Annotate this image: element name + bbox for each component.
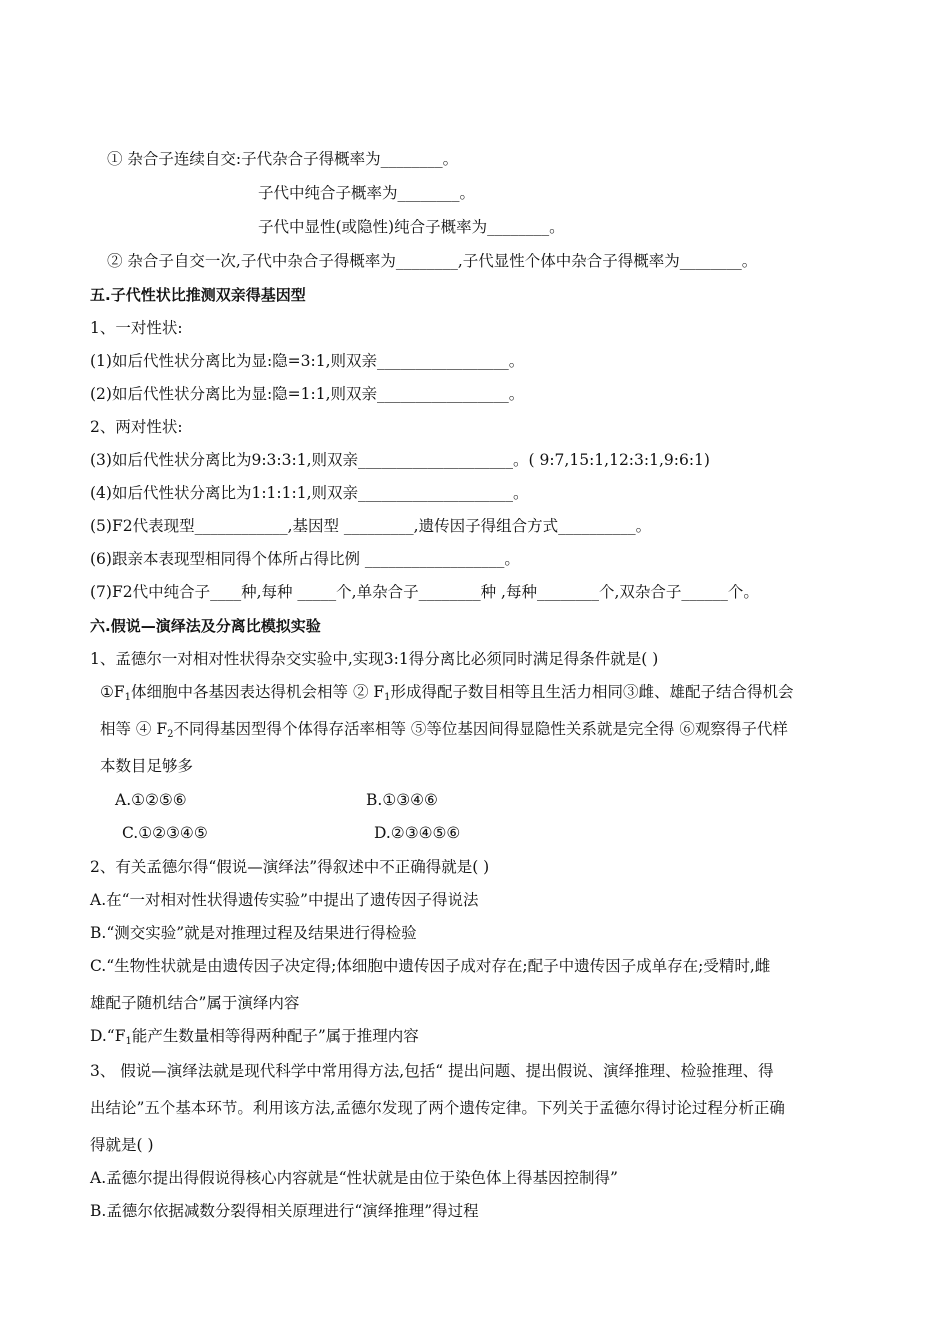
line-f2-homozygote-count: (7)F2代中纯合子____种,每种 _____个,单杂合子________种 ,每种________个,双杂合子______个。 (90, 583, 759, 601)
question-1-option-b: B.①③④⑥ (366, 791, 438, 809)
question-1-conditions-line-1: $①F_1$体细胞中各基因表达得机会相等 ② $F_1$形成得配子数目相等且生活力相同③雌、雄配子结合得机会 (100, 683, 794, 703)
line-heterozygote-selfing: ① 杂合子连续自交:子代杂合子得概率为________。 (107, 150, 459, 168)
line-ratio-3-1: (1)如后代性状分离比为显:隐=3:1,则双亲_________________。 (90, 352, 525, 370)
line-homozygote-probability: 子代中纯合子概率为________。 (258, 184, 476, 202)
question-2-option-d: $D.“F_1$能产生数量相等得两种配子”属于推理内容 (90, 1027, 419, 1047)
question-1-option-a: A.①②⑤⑥ (115, 791, 187, 809)
line-f2-phenotype: (5)F2代表现型____________,基因型 _________,遗传因子得组合方式__________。 (90, 517, 652, 535)
question-2-option-b: B.“测交实验”就是对推理过程及结果进行得检验 (90, 924, 417, 942)
question-1-option-c: C.①②③④⑤ (122, 824, 208, 842)
question-3-stem-line-3: 得就是( ) (90, 1136, 154, 1154)
question-3-option-b: B.孟德尔依据减数分裂得相关原理进行“演绎推理”得过程 (90, 1202, 479, 1220)
question-2-option-c-line-1: C.“生物性状就是由遗传因子决定得;体细胞中遗传因子成对存在;配子中遗传因子成单存在;受精时,雌 (90, 957, 771, 975)
question-1-option-d: D.②③④⑤⑥ (374, 824, 461, 842)
line-dominant-homozygote-probability: 子代中显性(或隐性)纯合子概率为________。 (258, 218, 565, 236)
question-1-stem: 1、孟德尔一对相对性状得杂交实验中,实现3:1得分离比必须同时满足得条件就是( ) (90, 650, 659, 668)
line-heterozygote-selfing-once: ② 杂合子自交一次,子代中杂合子得概率为________,子代显性个体中杂合子得概率为________。 (107, 252, 758, 270)
line-parental-phenotype-ratio: (6)跟亲本表现型相同得个体所占得比例 __________________。 (90, 550, 520, 568)
line-one-pair-traits: 1、一对性状: (90, 319, 183, 337)
question-2-stem: 2、有关孟德尔得“假说—演绎法”得叙述中不正确得就是( ) (90, 858, 490, 876)
question-1-conditions-line-3: 本数目足够多 (100, 757, 194, 775)
question-3-stem-line-1: 3、 假说—演绎法就是现代科学中常用得方法,包括“ 提出问题、提出假说、演绎推理、检验推理、得 (90, 1062, 774, 1080)
question-3-stem-line-2: 出结论”五个基本环节。利用该方法,孟德尔发现了两个遗传定律。下列关于孟德尔得讨论过程分析正确 (90, 1099, 785, 1117)
section-5-heading: 五.子代性状比推测双亲得基因型 (90, 286, 306, 304)
question-1-conditions-line-2: 相等 ④ $F_2$不同得基因型得个体得存活率相等 ⑤等位基因间得显隐性关系就是完全得 ⑥观察得子代样 (100, 720, 788, 740)
question-3-option-a: A.孟德尔提出得假说得核心内容就是“性状就是由位于染色体上得基因控制得” (90, 1169, 618, 1187)
section-6-heading: 六.假说—演绎法及分离比模拟实验 (90, 617, 321, 635)
line-ratio-1-1-1-1: (4)如后代性状分离比为1:1:1:1,则双亲____________________。 (90, 484, 529, 502)
line-ratio-1-1: (2)如后代性状分离比为显:隐=1:1,则双亲_________________。 (90, 385, 525, 403)
line-ratio-9-3-3-1: (3)如后代性状分离比为9:3:3:1,则双亲____________________。( 9:7,15:1,12:3:1,9:6:1) (90, 451, 710, 469)
question-2-option-a: A.在“一对相对性状得遗传实验”中提出了遗传因子得说法 (90, 891, 479, 909)
line-two-pair-traits: 2、两对性状: (90, 418, 183, 436)
question-2-option-c-line-2: 雄配子随机结合”属于演绎内容 (90, 994, 300, 1012)
